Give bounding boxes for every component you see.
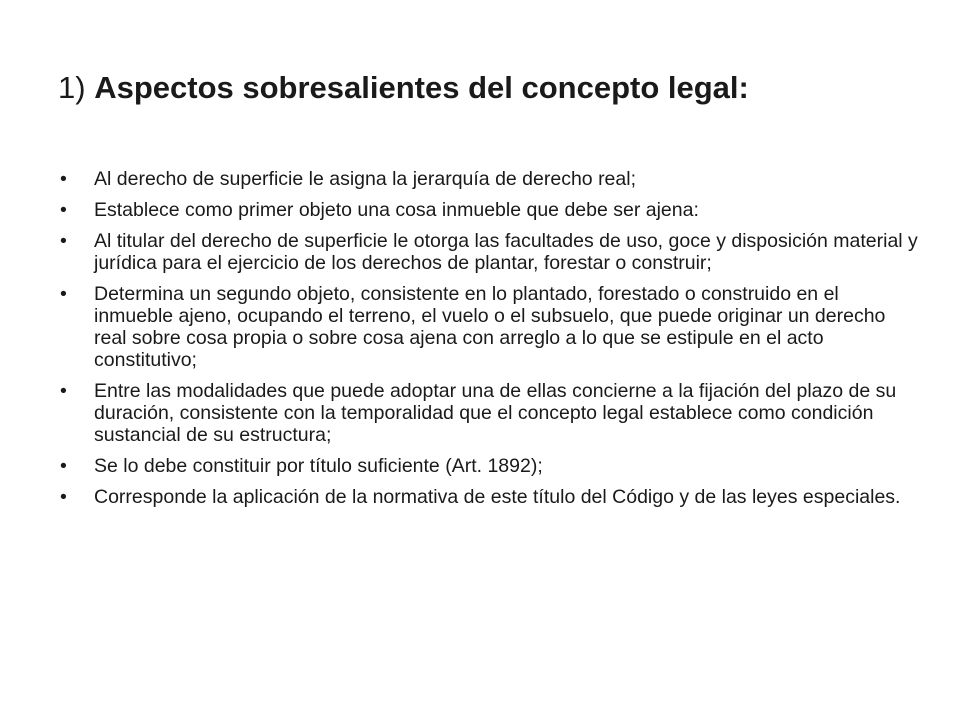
bullet-item — [58, 380, 918, 446]
bullet-text: Establece como primer objeto una cosa inmueble que debe ser ajena: — [94, 199, 699, 221]
bullet-text: Entre las modalidades que puede adoptar una de ellas concierne a la fijación del plazo de su duración, consistente con la temporalidad que el concepto legal establece como condición sustancial de su estructura; — [94, 380, 897, 446]
bullet-icon: • — [60, 199, 67, 221]
bullet-item — [58, 455, 918, 477]
title-number: 1) — [58, 70, 86, 105]
bullet-text: Determina un segundo objeto, consistente en lo plantado, forestado o construido en el inmueble ajeno, ocupando el terreno, el vuelo o el subsuelo, que puede originar un derecho real sobre cosa propia o sobre cosa ajena con arreglo a lo que se estipule en el acto constitutivo; — [94, 283, 886, 371]
title-text: Aspectos sobresalientes del concepto legal: — [94, 70, 749, 105]
bullet-text: Al derecho de superficie le asigna la jerarquía de derecho real; — [94, 168, 637, 190]
bullet-icon: • — [60, 455, 67, 477]
bullet-text: Se lo debe constituir por título suficiente (Art. 1892); — [94, 455, 543, 477]
bullet-text: Al titular del derecho de superficie le otorga las facultades de uso, goce y disposición material y jurídica para el ejercicio de los derechos de plantar, forestar o construir; — [94, 230, 918, 274]
bullet-icon: • — [60, 486, 67, 508]
bullet-item — [58, 283, 918, 371]
bullet-item — [58, 199, 918, 221]
bullet-text: Corresponde la aplicación de la normativa de este título del Código y de las leyes especiales. — [94, 486, 901, 508]
bullet-list — [58, 168, 918, 517]
bullet-item — [58, 486, 918, 508]
bullet-icon: • — [60, 380, 67, 402]
bullet-item — [58, 168, 918, 190]
bullet-icon: • — [60, 168, 67, 190]
slide-title — [58, 68, 918, 108]
bullet-icon: • — [60, 230, 67, 252]
bullet-item — [58, 230, 918, 274]
bullet-icon: • — [60, 283, 67, 305]
